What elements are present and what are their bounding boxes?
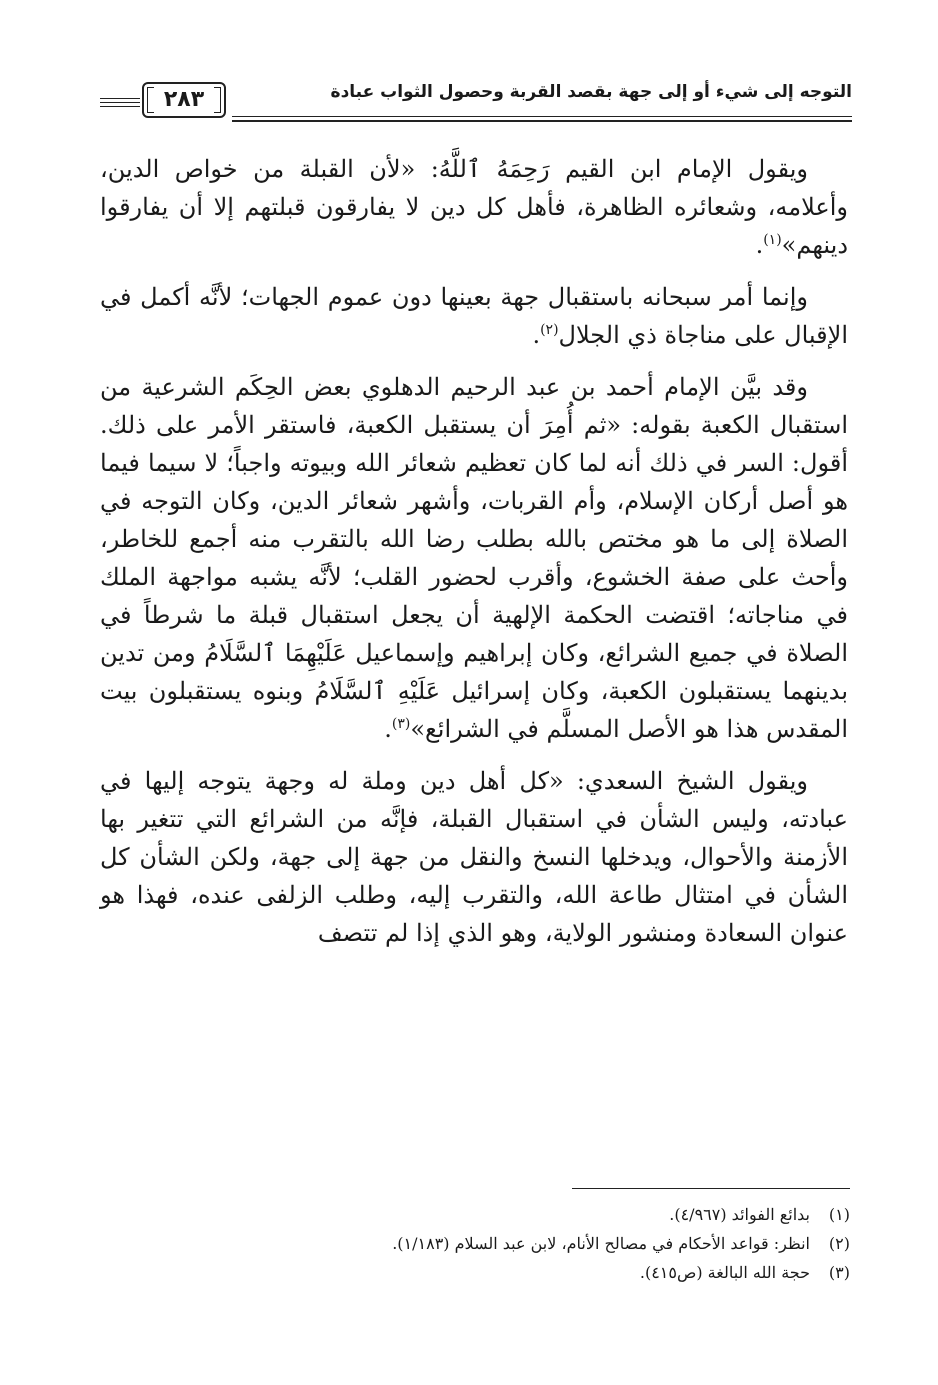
paragraph-text: ويقول الشيخ السعدي: «كل أهل دين وملة له وجهة يتوجه إليها في عبادته، وليس الشأن في استقبال القبلة، فإنَّه من الشرائع التي تتغير بها الأزمنة والأحوال، ويدخلها النسخ والنقل من جهة إلى جهة، ولكن الشأن كل الشأن في امتثال طاعة الله، والتقرب إليه، وطلب الزلفى عنده، فهذا هو عنوان السعادة ومنشور الولاية، وهو الذي إذا لم تتصف [100, 767, 848, 947]
paragraph-tail: . [532, 321, 541, 349]
footnote-marker: (١) [828, 1205, 850, 1224]
number-rule [100, 102, 140, 103]
paragraph-2 [100, 278, 848, 354]
footnote-2 [90, 1229, 850, 1258]
footnote-reference: (٢) [540, 322, 559, 338]
footnote-3 [90, 1258, 850, 1287]
paragraph-4 [100, 762, 848, 952]
number-rule [100, 106, 140, 107]
number-rule [100, 98, 140, 99]
footnote-reference: (٣) [391, 716, 411, 732]
paragraph-tail: . [755, 231, 764, 259]
header-rule-thick [232, 120, 852, 122]
footnotes [90, 1200, 850, 1287]
footnote-separator [572, 1188, 850, 1189]
paragraph-text: ويقول الإمام ابن القيم رَحِمَهُ ٱللَّهُ: «لأن القبلة من خواص الدين، وأعلامه، وشعائره الظاهرة، فأهل كل دين لا يفارقون قبلتهم إلا أن يفارقوا دينهم» [100, 155, 848, 259]
page-header [100, 78, 852, 128]
main-text [100, 150, 848, 966]
footnote-text: بدائع الفوائد (٤/٩٦٧). [669, 1205, 810, 1224]
footnote-reference: (١) [763, 232, 782, 248]
footnote-1 [90, 1200, 850, 1229]
running-title: التوجه إلى شيء أو إلى جهة بقصد القربة وحصول الثواب عبادة [330, 82, 852, 102]
footnote-text: حجة الله البالغة (ص٤١٥). [639, 1263, 810, 1282]
footnote-marker: (٢) [828, 1234, 850, 1253]
header-rule [232, 116, 852, 117]
paragraph-1 [100, 150, 848, 264]
paragraph-text: وإنما أمر سبحانه باستقبال جهة بعينها دون عموم الجهات؛ لأنَّه أكمل في الإقبال على مناجاة ذي الجلال [100, 283, 848, 349]
page-number: ٢٨٣ [142, 82, 226, 118]
paragraph-tail: . [384, 715, 392, 743]
footnote-text: انظر: قواعد الأحكام في مصالح الأنام، لابن عبد السلام (١/١٨٣). [392, 1234, 810, 1253]
footnote-marker: (٣) [828, 1263, 850, 1282]
paragraph-3 [100, 368, 848, 748]
paragraph-text: وقد بيَّن الإمام أحمد بن عبد الرحيم الدهلوي بعض الحِكَم الشرعية من استقبال الكعبة بقوله: «ثم أُمِرَ أن يستقبل الكعبة، فاستقر الأمر على ذلك. أقول: السر في ذلك أنه لما كان تعظيم شعائر الله وبيوته واجباً؛ لا سيما فيما هو أصل أركان الإسلام، وأم القربات، وأشهر شعائر الدين، وكان التوجه في الصلاة إلى ما هو مختص بالله بطلب رضا الله بالتقرب منه أجمع للخاطر، وأحث على صفة الخشوع، وأقرب لحضور القلب؛ لأنَّه يشبه مواجهة الملك في مناجاته؛ اقتضت الحكمة الإلهية أن يجعل استقبال قبلة ما شرطاً في الصلاة في جميع الشرائع، وكان إبراهيم وإسماعيل عَلَيْهِمَا ٱلسَّلَامُ ومن تدين بدينهما يستقبلون الكعبة، وكان إسرائيل عَلَيْهِ ٱلسَّلَامُ وبنوه يستقبلون بيت المقدس هذا هو الأصل المسلَّم في الشرائع» [100, 373, 849, 743]
